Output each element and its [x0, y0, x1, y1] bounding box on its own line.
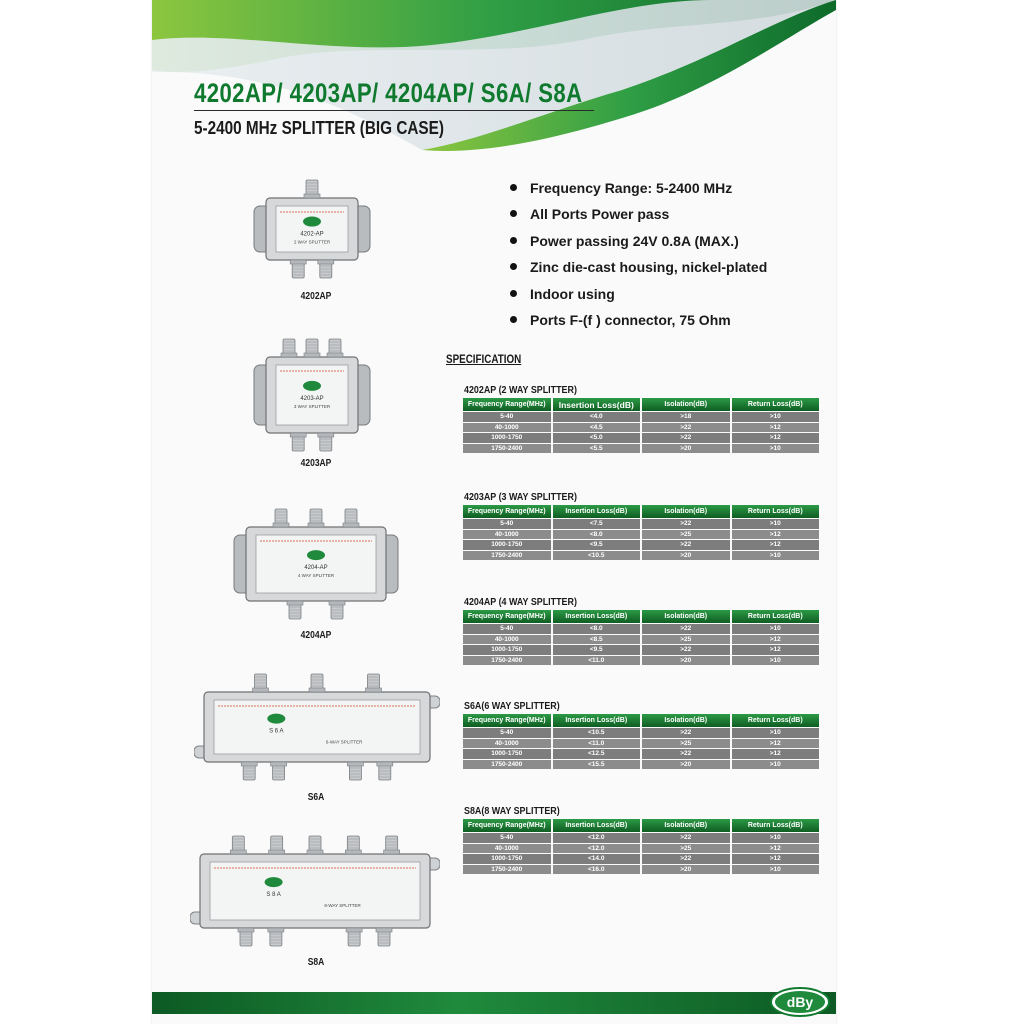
- housing-model-text: 4202-AP: [300, 231, 324, 238]
- table-cell: <8.0: [553, 530, 641, 540]
- table-cell: >22: [642, 645, 730, 655]
- f-connector: [304, 339, 320, 357]
- column-header: Return Loss(dB): [732, 819, 820, 832]
- feature-list: [510, 178, 767, 336]
- f-connector: [273, 509, 289, 527]
- f-connector: [309, 674, 325, 692]
- splitter-drawing: [194, 670, 440, 788]
- datasheet-page: [152, 0, 836, 1024]
- table-row: [463, 412, 819, 422]
- table-cell: >10: [732, 519, 820, 529]
- spec-table-4204ap: [461, 609, 821, 666]
- f-connector: [287, 601, 303, 619]
- feature-text: Indoor using: [530, 285, 615, 302]
- feature-text: Power passing 24V 0.8A (MAX.): [530, 232, 739, 249]
- spec-table-title: 4204AP (4 WAY SPLITTER): [464, 596, 577, 608]
- f-connector: [366, 674, 382, 692]
- table-row: [463, 854, 819, 864]
- page-subtitle: 5-2400 MHz SPLITTER (BIG CASE): [194, 118, 444, 138]
- column-header: Return Loss(dB): [732, 398, 820, 411]
- product-image-4202ap: [252, 176, 372, 286]
- table-cell: >12: [732, 635, 820, 645]
- table-cell: >10: [732, 624, 820, 634]
- table-cell: >25: [642, 530, 730, 540]
- f-connector: [346, 928, 362, 946]
- table-cell: <10.5: [553, 728, 641, 738]
- table-cell: <15.5: [553, 760, 641, 770]
- housing-logo: [267, 714, 285, 724]
- table-row: [463, 551, 819, 561]
- housing-model-text: S 6 A: [269, 728, 284, 735]
- housing-description-text: 2 WAY SPLITTER: [293, 239, 331, 245]
- column-header: Return Loss(dB): [732, 610, 820, 623]
- table-cell: >10: [732, 865, 820, 875]
- table-cell: 40-1000: [463, 423, 551, 433]
- table-row: [463, 833, 819, 843]
- column-header: Return Loss(dB): [732, 505, 820, 518]
- table-cell: >20: [642, 656, 730, 666]
- table-row: [463, 844, 819, 854]
- specification-heading: SPECIFICATION: [446, 352, 522, 366]
- housing-logo: [303, 381, 321, 391]
- f-connector: [271, 762, 287, 780]
- page-title: 4202AP/ 4203AP/ 4204AP/ S6A/ S8A: [194, 78, 583, 108]
- f-connector: [268, 928, 284, 946]
- table-cell: 1000-1750: [463, 433, 551, 443]
- table-cell: 5-40: [463, 624, 551, 634]
- table-cell: <7.5: [553, 519, 641, 529]
- table-cell: >10: [732, 760, 820, 770]
- product-label: 4202AP: [300, 291, 332, 302]
- table-row: [463, 519, 819, 529]
- table-cell: >22: [642, 624, 730, 634]
- table-cell: >12: [732, 645, 820, 655]
- f-connector: [329, 601, 345, 619]
- column-header: Insertion Loss(dB): [553, 819, 641, 832]
- splitter-drawing: [252, 335, 372, 459]
- table-cell: >20: [642, 444, 730, 454]
- table-cell: 1750-2400: [463, 656, 551, 666]
- table-header-row: [463, 398, 819, 411]
- table-row: [463, 656, 819, 666]
- table-cell: 40-1000: [463, 739, 551, 749]
- f-connector: [308, 509, 324, 527]
- table-cell: >20: [642, 760, 730, 770]
- brand-logo-text: dBy: [786, 994, 814, 1010]
- table-cell: 1000-1750: [463, 645, 551, 655]
- housing-description-text: 8-WAY SPLITTER: [324, 903, 361, 909]
- table-cell: 1750-2400: [463, 551, 551, 561]
- column-header: Frequency Range(MHz): [463, 398, 551, 411]
- table-row: [463, 645, 819, 655]
- table-cell: >12: [732, 423, 820, 433]
- table-cell: 5-40: [463, 833, 551, 843]
- table-cell: >18: [642, 412, 730, 422]
- table-row: [463, 749, 819, 759]
- table-row: [463, 530, 819, 540]
- table-row: [463, 423, 819, 433]
- table-cell: >22: [642, 433, 730, 443]
- table-cell: 40-1000: [463, 844, 551, 854]
- table-cell: >20: [642, 551, 730, 561]
- table-cell: <4.5: [553, 423, 641, 433]
- table-row: [463, 635, 819, 645]
- housing-logo: [265, 877, 283, 887]
- f-connector: [318, 433, 334, 451]
- title-divider: [194, 110, 594, 111]
- bullet-icon: [510, 184, 517, 191]
- table-row: [463, 760, 819, 770]
- column-header: Isolation(dB): [642, 505, 730, 518]
- column-header: Frequency Range(MHz): [463, 610, 551, 623]
- table-cell: <5.0: [553, 433, 641, 443]
- table-cell: >12: [732, 540, 820, 550]
- spec-table-s6a: [461, 713, 821, 770]
- brand-logo: [769, 986, 831, 1018]
- product-label: S8A: [307, 957, 325, 968]
- table-cell: 1750-2400: [463, 865, 551, 875]
- f-connector: [377, 762, 393, 780]
- table-cell: <9.5: [553, 645, 641, 655]
- table-cell: <12.0: [553, 833, 641, 843]
- product-image-s6a: [194, 670, 440, 788]
- table-cell: <8.5: [553, 635, 641, 645]
- table-cell: >12: [732, 854, 820, 864]
- label-plate: [276, 206, 348, 252]
- table-cell: 1750-2400: [463, 444, 551, 454]
- table-row: [463, 624, 819, 634]
- f-connector: [347, 762, 363, 780]
- product-label: S6A: [307, 792, 325, 803]
- label-plate: [214, 700, 420, 754]
- f-connector: [327, 339, 343, 357]
- column-header: Insertion Loss(dB): [553, 610, 641, 623]
- splitter-drawing: [190, 832, 440, 954]
- table-cell: >10: [732, 728, 820, 738]
- table-header-row: [463, 610, 819, 623]
- f-connector: [281, 339, 297, 357]
- table-cell: <10.5: [553, 551, 641, 561]
- table-cell: 40-1000: [463, 530, 551, 540]
- bullet-icon: [510, 290, 517, 297]
- housing-description-text: 6-WAY SPLITTER: [325, 739, 363, 745]
- feature-text: Ports F-(f ) connector, 75 Ohm: [530, 311, 731, 328]
- table-cell: >10: [732, 656, 820, 666]
- f-connector: [345, 836, 361, 854]
- table-header-row: [463, 714, 819, 727]
- feature-item: [510, 284, 767, 310]
- feature-text: Zinc die-cast housing, nickel-plated: [530, 259, 768, 276]
- product-image-4204ap: [232, 505, 400, 627]
- column-header: Isolation(dB): [642, 714, 730, 727]
- bullet-icon: [510, 316, 517, 323]
- table-cell: >25: [642, 635, 730, 645]
- f-connector: [376, 928, 392, 946]
- spec-table-4202ap: [461, 397, 821, 454]
- table-cell: >10: [732, 551, 820, 561]
- f-connector: [290, 433, 306, 451]
- f-connector: [307, 836, 323, 854]
- housing-model-text: 4203-AP: [300, 395, 324, 402]
- table-cell: >12: [732, 749, 820, 759]
- table-cell: >10: [732, 833, 820, 843]
- table-cell: <8.0: [553, 624, 641, 634]
- table-cell: <11.0: [553, 656, 641, 666]
- housing-description-text: 4 WAY SPLITTER: [297, 573, 335, 579]
- table-row: [463, 728, 819, 738]
- f-connector: [290, 260, 306, 278]
- table-cell: >10: [732, 412, 820, 422]
- table-cell: 5-40: [463, 728, 551, 738]
- label-plate: [256, 535, 376, 593]
- table-cell: >22: [642, 854, 730, 864]
- table-cell: <5.5: [553, 444, 641, 454]
- table-cell: >20: [642, 865, 730, 875]
- label-plate: [210, 862, 420, 920]
- column-header: Return Loss(dB): [732, 714, 820, 727]
- housing-logo: [307, 550, 325, 560]
- table-cell: <9.5: [553, 540, 641, 550]
- column-header: Isolation(dB): [642, 610, 730, 623]
- f-connector: [304, 180, 320, 198]
- product-label: 4203AP: [300, 458, 332, 469]
- product-image-4203ap: [252, 335, 372, 459]
- column-header: Isolation(dB): [642, 819, 730, 832]
- table-cell: 1750-2400: [463, 760, 551, 770]
- product-label: 4204AP: [300, 630, 332, 641]
- spec-table-s8a: [461, 818, 821, 875]
- table-cell: <12.0: [553, 844, 641, 854]
- bullet-icon: [510, 263, 517, 270]
- bullet-icon: [510, 237, 517, 244]
- table-cell: >12: [732, 433, 820, 443]
- feature-text: Frequency Range: 5-2400 MHz: [530, 180, 733, 196]
- spec-table-title: S6A(6 WAY SPLITTER): [464, 700, 560, 712]
- column-header: Isolation(dB): [642, 398, 730, 411]
- feature-item: [510, 257, 767, 283]
- table-cell: <11.0: [553, 739, 641, 749]
- table-header-row: [463, 505, 819, 518]
- column-header: Insertion Loss(dB): [553, 398, 641, 411]
- feature-item: [510, 204, 767, 230]
- table-cell: >12: [732, 739, 820, 749]
- table-cell: >25: [642, 739, 730, 749]
- column-header: Insertion Loss(dB): [553, 505, 641, 518]
- table-cell: <12.5: [553, 749, 641, 759]
- table-row: [463, 739, 819, 749]
- bullet-icon: [510, 210, 517, 217]
- spec-table-4203ap: [461, 504, 821, 561]
- f-connector: [230, 836, 246, 854]
- table-cell: >12: [732, 530, 820, 540]
- spec-table-title: 4203AP (3 WAY SPLITTER): [464, 491, 577, 503]
- table-row: [463, 540, 819, 550]
- f-connector: [238, 928, 254, 946]
- table-cell: 1000-1750: [463, 854, 551, 864]
- f-connector: [269, 836, 285, 854]
- table-cell: <14.0: [553, 854, 641, 864]
- spec-table-title: 4202AP (2 WAY SPLITTER): [464, 384, 577, 396]
- table-cell: >22: [642, 728, 730, 738]
- spec-table-title: S8A(8 WAY SPLITTER): [464, 805, 560, 817]
- table-cell: >12: [732, 844, 820, 854]
- feature-item: [510, 310, 767, 336]
- column-header: Insertion Loss(dB): [553, 714, 641, 727]
- f-connector: [318, 260, 334, 278]
- feature-text: All Ports Power pass: [530, 206, 670, 223]
- column-header: Frequency Range(MHz): [463, 505, 551, 518]
- splitter-drawing: [232, 505, 400, 627]
- table-cell: <16.0: [553, 865, 641, 875]
- table-cell: <4.0: [553, 412, 641, 422]
- feature-item: [510, 178, 767, 204]
- feature-item: [510, 231, 767, 257]
- splitter-drawing: [252, 176, 372, 286]
- f-connector: [241, 762, 257, 780]
- column-header: Frequency Range(MHz): [463, 819, 551, 832]
- table-cell: >22: [642, 749, 730, 759]
- f-connector: [343, 509, 359, 527]
- housing-model-text: 4204-AP: [304, 565, 328, 572]
- table-row: [463, 865, 819, 875]
- table-header-row: [463, 819, 819, 832]
- table-cell: 1000-1750: [463, 749, 551, 759]
- table-row: [463, 433, 819, 443]
- table-cell: 5-40: [463, 412, 551, 422]
- table-cell: 5-40: [463, 519, 551, 529]
- table-cell: >25: [642, 844, 730, 854]
- f-connector: [384, 836, 400, 854]
- table-cell: 40-1000: [463, 635, 551, 645]
- table-cell: >22: [642, 833, 730, 843]
- f-connector: [253, 674, 269, 692]
- column-header: Frequency Range(MHz): [463, 714, 551, 727]
- housing-model-text: S 8 A: [266, 892, 281, 899]
- table-cell: 1000-1750: [463, 540, 551, 550]
- table-cell: >22: [642, 540, 730, 550]
- housing-description-text: 3 WAY SPLITTER: [293, 403, 331, 409]
- product-image-s8a: [190, 832, 440, 954]
- table-cell: >22: [642, 519, 730, 529]
- table-cell: >22: [642, 423, 730, 433]
- table-row: [463, 444, 819, 454]
- table-cell: >10: [732, 444, 820, 454]
- housing-logo: [303, 217, 321, 227]
- footer-bar: [152, 992, 836, 1014]
